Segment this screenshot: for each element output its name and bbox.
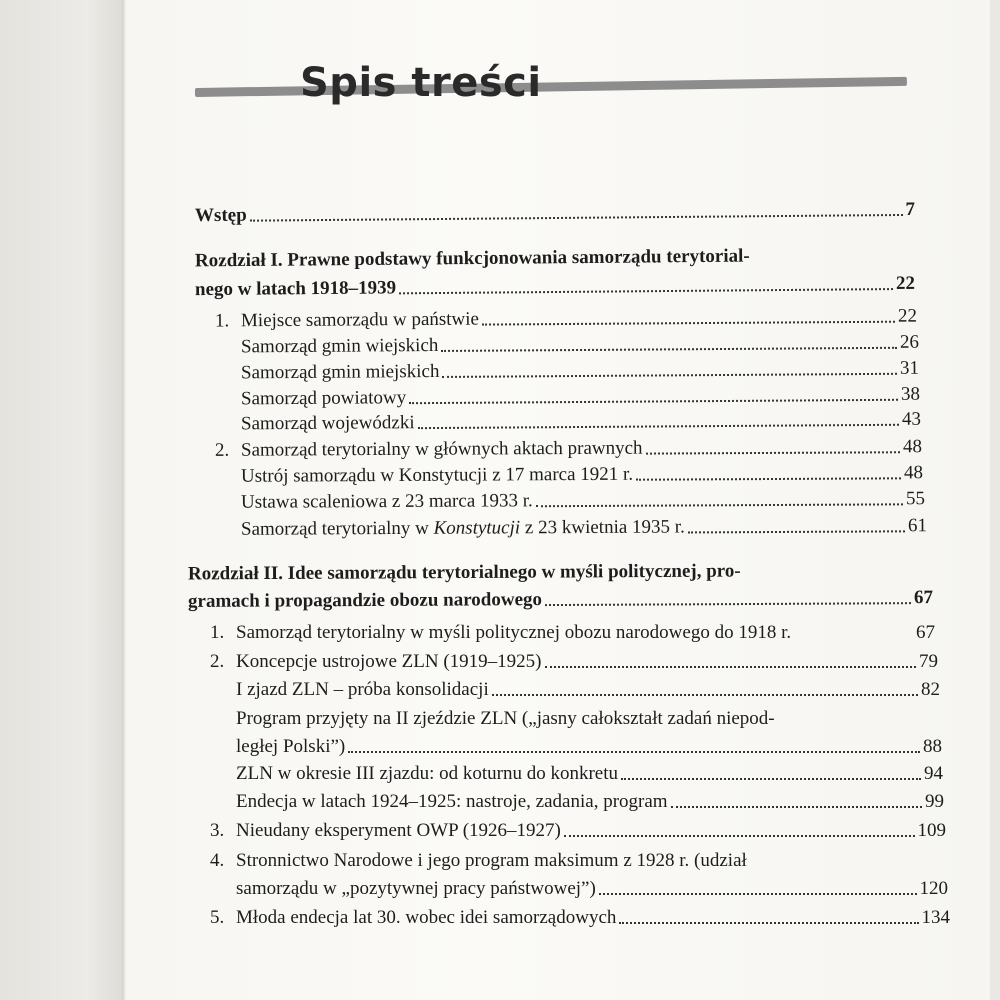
toc-entry[interactable] bbox=[241, 488, 925, 514]
chapter-heading-line: Rozdział I. Prawne podstawy funkcjonowania samorządu terytorial- bbox=[194, 245, 750, 272]
entry-page: 109 bbox=[917, 820, 946, 841]
toc-entry[interactable] bbox=[236, 679, 940, 701]
toc-entry[interactable] bbox=[236, 763, 943, 785]
entry-page: 67 bbox=[913, 587, 934, 609]
toc-entry[interactable] bbox=[241, 515, 927, 541]
leader-dots bbox=[671, 806, 922, 808]
entry-title: Nieudany eksperyment OWP (1926–1927) bbox=[236, 820, 561, 841]
entry-title: Samorząd gmin wiejskich bbox=[240, 334, 439, 358]
toc-entry[interactable] bbox=[236, 878, 948, 900]
toc-entry-chapter-1[interactable] bbox=[195, 273, 915, 301]
entry-page: 48 bbox=[903, 462, 924, 484]
leader-dots bbox=[564, 835, 915, 837]
toc-entry[interactable] bbox=[215, 436, 922, 462]
entry-title: Samorząd wojewódzki bbox=[240, 412, 415, 435]
entry-page: 61 bbox=[907, 515, 928, 537]
entry-number: 1. bbox=[214, 310, 230, 332]
leader-dots bbox=[688, 530, 905, 533]
entry-title: Samorząd powiatowy bbox=[240, 387, 407, 410]
entry-page: 134 bbox=[921, 907, 950, 928]
toc-entry[interactable] bbox=[241, 384, 920, 411]
leader-dots bbox=[418, 424, 899, 429]
entry-title: Samorząd terytorialny w myśli politycznej obozu narodowego do 1918 r. bbox=[236, 622, 792, 643]
entry-title: Samorząd terytorialny w Konstytucji z 23 kwietnia 1935 r. bbox=[240, 516, 685, 540]
entry-title-line1: Stronnictwo Narodowe i jego program maksimum z 1928 r. (udział bbox=[236, 850, 747, 871]
toc-entry[interactable] bbox=[241, 409, 921, 436]
entry-page: 31 bbox=[899, 357, 920, 379]
toc-entry[interactable] bbox=[210, 820, 946, 842]
leader-dots bbox=[482, 321, 895, 326]
page-title: Spis treści bbox=[300, 60, 542, 106]
entry-page: 7 bbox=[905, 198, 916, 220]
entry-title: Młoda endecja lat 30. wobec idei samorządowych bbox=[236, 907, 617, 928]
entry-number: 3. bbox=[210, 820, 225, 841]
entry-page: 120 bbox=[919, 878, 948, 899]
leader-dots bbox=[545, 666, 916, 668]
entry-number: 2. bbox=[214, 439, 230, 461]
entry-title: Samorząd terytorialny w głównych aktach prawnych bbox=[240, 437, 643, 461]
entry-title: Samorząd gmin miejskich bbox=[240, 360, 440, 384]
entry-page: 38 bbox=[900, 383, 921, 405]
entry-number: 4. bbox=[210, 850, 225, 871]
entry-title: samorządu w „pozytywnej pracy państwowej”) bbox=[236, 878, 596, 899]
toc-entry-chapter-2[interactable] bbox=[188, 587, 933, 613]
entry-number: 5. bbox=[210, 907, 225, 928]
entry-number: 2. bbox=[210, 651, 225, 672]
entry-first-line: Program przyjęty na II zjeździe ZLN („jasny całokształt zadań niepod- bbox=[236, 708, 775, 729]
toc-entry[interactable] bbox=[241, 332, 919, 359]
entry-page: 22 bbox=[895, 272, 916, 295]
entry-page: 55 bbox=[905, 488, 926, 510]
entry-page: 99 bbox=[925, 791, 944, 812]
entry-page: 82 bbox=[921, 679, 940, 700]
toc-entry[interactable] bbox=[236, 736, 942, 758]
entry-page: 79 bbox=[919, 651, 938, 672]
entry-title: Koncepcje ustrojowe ZLN (1919–1925) bbox=[236, 651, 542, 672]
entry-title: ZLN w okresie III zjazdu: od koturnu do konkretu bbox=[236, 763, 619, 784]
entry-title: gramach i propagandzie obozu narodowego bbox=[187, 589, 543, 612]
entry-page: 43 bbox=[901, 408, 922, 430]
toc-entry-wstep[interactable] bbox=[195, 199, 915, 227]
entry-page: 94 bbox=[924, 763, 943, 784]
entry-title: I zjazd ZLN – próba konsolidacji bbox=[236, 679, 489, 700]
leader-dots bbox=[409, 399, 898, 404]
entry-title: Ustrój samorządu w Konstytucji z 17 marca 1921 r. bbox=[240, 463, 634, 487]
toc-entry[interactable] bbox=[210, 907, 950, 929]
leader-dots bbox=[599, 893, 917, 895]
leader-dots bbox=[545, 602, 911, 606]
chapter-heading-line: Rozdział II. Idee samorządu terytorialnego w myśli politycznej, pro- bbox=[187, 560, 741, 585]
toc-entry[interactable] bbox=[236, 791, 944, 813]
entry-number: 1. bbox=[210, 622, 225, 643]
entry-title: Wstęp bbox=[194, 204, 247, 227]
toc-entry[interactable] bbox=[241, 462, 923, 488]
entry-page: 67 bbox=[916, 622, 935, 643]
leader-dots bbox=[492, 694, 918, 696]
entry-page: 88 bbox=[923, 736, 942, 757]
leader-dots bbox=[621, 778, 921, 780]
entry-title: Ustawa scaleniowa z 23 marca 1933 r. bbox=[240, 490, 533, 513]
leader-dots bbox=[250, 214, 903, 222]
toc-entry[interactable] bbox=[241, 358, 919, 385]
leader-dots bbox=[636, 477, 901, 480]
toc-entry[interactable] bbox=[210, 622, 935, 644]
leader-dots bbox=[441, 347, 897, 352]
leader-dots bbox=[536, 503, 903, 507]
entry-title: Miejsce samorządu w państwie bbox=[240, 308, 480, 332]
leader-dots bbox=[399, 288, 893, 294]
toc-entry[interactable] bbox=[210, 651, 938, 673]
toc-entry-first-line bbox=[210, 850, 946, 872]
entry-title: nego w latach 1918–1939 bbox=[194, 277, 397, 301]
toc-entry[interactable] bbox=[215, 306, 917, 333]
entry-title: Endecja w latach 1924–1925: nastroje, zadania, program bbox=[236, 791, 668, 812]
entry-page: 48 bbox=[902, 436, 923, 458]
leader-dots bbox=[646, 451, 900, 454]
entry-page: 22 bbox=[897, 305, 918, 327]
leader-dots bbox=[348, 751, 920, 753]
entry-page: 26 bbox=[899, 331, 920, 353]
leader-dots bbox=[619, 922, 918, 924]
leader-dots bbox=[442, 373, 897, 378]
entry-title: ległej Polski”) bbox=[236, 736, 346, 757]
